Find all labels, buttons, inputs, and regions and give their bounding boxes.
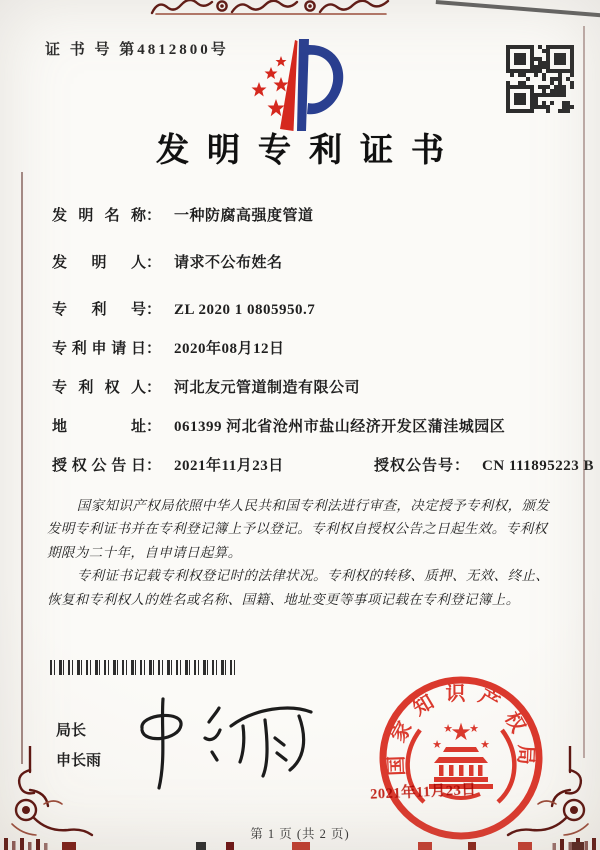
page-title: 发明专利证书 xyxy=(156,133,462,169)
svg-text:★: ★ xyxy=(443,722,453,735)
field-filing-date: 专利申请日： 2020年08月12日 xyxy=(52,341,285,357)
seal-date-stamp: 2021年11月23日 xyxy=(369,782,477,803)
top-ornament-border xyxy=(150,0,394,15)
signer-name: 申长雨 xyxy=(56,752,102,769)
field-list xyxy=(52,205,595,494)
barcode xyxy=(50,660,236,675)
signer-title: 局长 xyxy=(56,722,87,739)
official-seal xyxy=(376,668,546,848)
top-right-edge-line xyxy=(436,0,600,18)
svg-text:★: ★ xyxy=(480,738,490,751)
field-patentee: 专利权人： 河北友元管道制造有限公司 xyxy=(52,380,361,396)
legal-text xyxy=(47,494,561,611)
certificate-number: 证 书 号 第4812800号 xyxy=(45,42,229,58)
field-grant-date-and-number: 授权公告日： 2021年11月23日 授权公告号： CN 111895223 B xyxy=(52,458,595,474)
svg-text:★: ★ xyxy=(432,738,442,751)
legal-paragraph-2: 专利证书记载专利权登记时的法律状况。专利权的转移、质押、无效、终止、恢复和专利权人的姓名或名称、国籍、地址变更等事项记载在专利登记簿上。 xyxy=(47,568,550,607)
field-invention-name: 发明名称： 一种防腐高强度管道 xyxy=(52,208,314,224)
legal-paragraph-1: 国家知识产权局依照中华人民共和国专利法进行审查，决定授予专利权，颁发发明专利证书并在专利登记簿上予以登记。专利权自授权公告之日起生效。专利权期限为二十年，自申请日起算。 xyxy=(47,498,550,560)
seal-ring-text: 国家知识产权局 xyxy=(385,682,537,777)
svg-text:★: ★ xyxy=(450,718,472,746)
field-address: 地址： 061399 河北省沧州市盐山经济开发区蒲洼城园区 xyxy=(52,419,506,435)
svg-text:★: ★ xyxy=(469,722,479,735)
left-frame-line xyxy=(21,172,23,764)
signature-handwriting xyxy=(125,696,325,792)
page-number: 第 1 页 (共 2 页) xyxy=(250,827,350,841)
field-inventor: 发明人： 请求不公布姓名 xyxy=(52,255,283,271)
field-patent-number: 专利号： ZL 2020 1 0805950.7 xyxy=(52,302,316,318)
qr-code xyxy=(506,45,574,113)
cnipa-logo-icon xyxy=(250,36,355,138)
